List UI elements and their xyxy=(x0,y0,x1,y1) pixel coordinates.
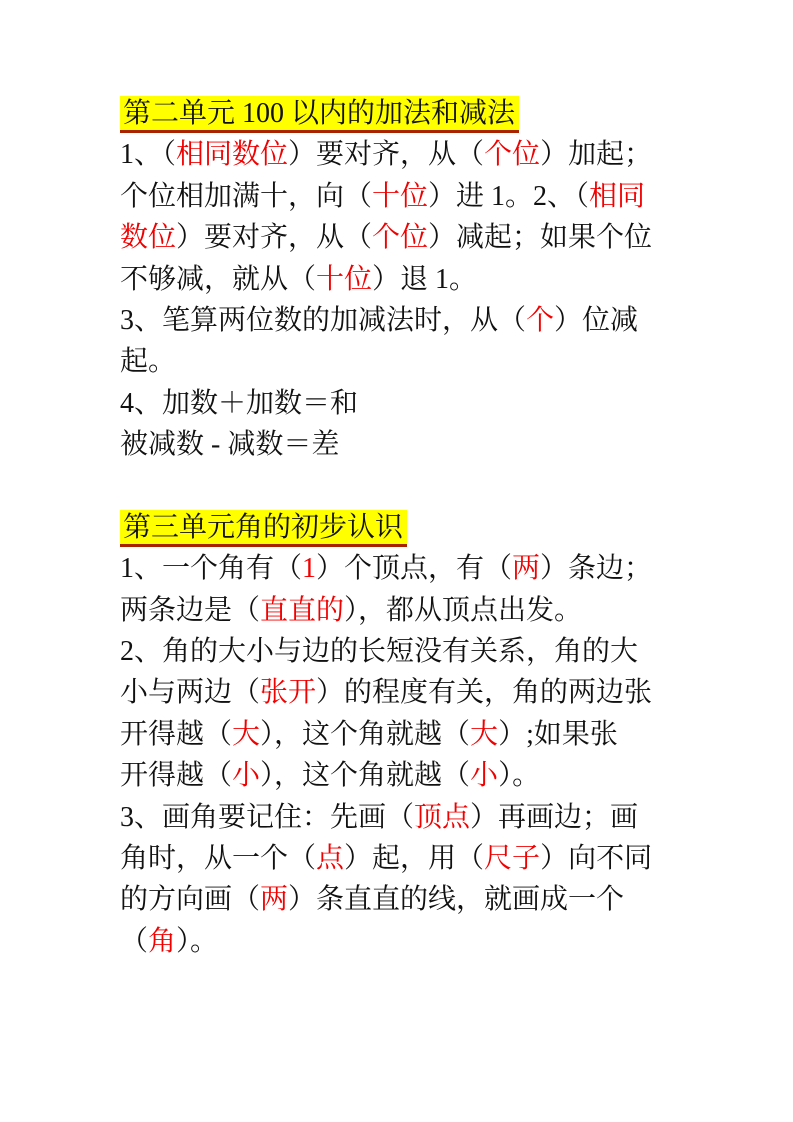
answer-text: 两 xyxy=(260,884,289,916)
answer-text: 小 xyxy=(470,760,499,792)
body-text: ）向不同 xyxy=(540,843,653,875)
section-body-unit-3 xyxy=(120,548,713,962)
text-line xyxy=(120,921,713,962)
text-line xyxy=(120,590,713,631)
body-text: ）个顶点，有（ xyxy=(316,553,513,585)
body-text: 的方向画（ xyxy=(120,884,261,916)
text-line xyxy=(120,176,713,217)
body-text: ）退 1。 xyxy=(372,263,478,295)
answer-text: 大 xyxy=(232,718,261,750)
body-text: 不够减，就从（ xyxy=(120,263,317,295)
answer-text: 角 xyxy=(148,925,177,957)
body-text: 开得越（ xyxy=(120,760,233,792)
text-line xyxy=(120,383,713,424)
section-unit-3 xyxy=(120,507,713,962)
body-text: 1、一个角有（ xyxy=(120,553,303,585)
body-text: 4、加数＋加数＝和 xyxy=(120,387,359,419)
answer-text: 1 xyxy=(302,553,317,585)
answer-text: 十位 xyxy=(372,180,429,212)
section-heading-unit-2: 第二单元 100 以内的加法和减法 xyxy=(120,96,519,133)
text-line xyxy=(120,424,713,465)
body-text: ）位减 xyxy=(554,304,639,336)
body-text: 3、笔算两位数的加减法时，从（ xyxy=(120,304,527,336)
body-text: ）减起；如果个位 xyxy=(428,222,653,254)
answer-text: 大 xyxy=(470,718,499,750)
answer-text: 个 xyxy=(526,304,555,336)
body-text: ）起，用（ xyxy=(344,843,485,875)
body-text: 1、（ xyxy=(120,139,177,171)
body-text: ）进 1。2、（ xyxy=(428,180,590,212)
answer-text: 十位 xyxy=(316,263,373,295)
answer-text: 点 xyxy=(316,843,345,875)
body-text: 开得越（ xyxy=(120,718,233,750)
body-text: ）要对齐，从（ xyxy=(176,222,373,254)
text-line xyxy=(120,755,713,796)
section-heading-line xyxy=(120,93,713,134)
body-text: 2、角的大小与边的长短没有关系，角的大 xyxy=(120,636,639,668)
text-line xyxy=(120,217,713,258)
answer-text: 两 xyxy=(512,553,541,585)
text-line xyxy=(120,672,713,713)
section-heading-unit-3: 第三单元角的初步认识 xyxy=(120,510,407,547)
body-text: 被减数 - 减数＝差 xyxy=(120,429,340,461)
body-text: ）的程度有关，角的两边张 xyxy=(316,677,653,709)
text-line xyxy=(120,300,713,341)
text-line xyxy=(120,548,713,589)
answer-text: 数位 xyxy=(120,222,177,254)
section-heading-line xyxy=(120,507,713,548)
body-text: 3、画角要记住：先画（ xyxy=(120,801,415,833)
answer-text: 小 xyxy=(232,760,261,792)
section-body-unit-2 xyxy=(120,134,713,465)
body-text: ）;如果张 xyxy=(498,718,618,750)
body-text: ），这个角就越（ xyxy=(260,718,471,750)
text-line xyxy=(120,714,713,755)
section-unit-2 xyxy=(120,93,713,466)
body-text: ）。 xyxy=(498,760,541,792)
body-text: 个位相加满十，向（ xyxy=(120,180,373,212)
body-text: 起。 xyxy=(120,346,177,378)
answer-text: 顶点 xyxy=(414,801,471,833)
body-text: 角时，从一个（ xyxy=(120,843,317,875)
answer-text: 个位 xyxy=(372,222,429,254)
text-line xyxy=(120,797,713,838)
text-line xyxy=(120,879,713,920)
answer-text: 相同数位 xyxy=(176,139,289,171)
text-line xyxy=(120,631,713,672)
answer-text: 尺子 xyxy=(484,843,541,875)
text-line xyxy=(120,838,713,879)
body-text: ）要对齐，从（ xyxy=(288,139,485,171)
text-line xyxy=(120,259,713,300)
answer-text: 相同 xyxy=(589,180,646,212)
body-text: （ xyxy=(120,925,149,957)
answer-text: 张开 xyxy=(260,677,317,709)
text-line xyxy=(120,341,713,382)
body-text: ）条边； xyxy=(540,553,653,585)
body-text: ），都从顶点出发。 xyxy=(344,594,583,626)
answer-text: 直直的 xyxy=(260,594,345,626)
body-text: 小与两边（ xyxy=(120,677,261,709)
text-line xyxy=(120,134,713,175)
body-text: 两条边是（ xyxy=(120,594,261,626)
body-text: ）加起； xyxy=(540,139,653,171)
body-text: ）再画边；画 xyxy=(470,801,639,833)
body-text: ），这个角就越（ xyxy=(260,760,471,792)
body-text: ）条直直的线，就画成一个 xyxy=(288,884,625,916)
answer-text: 个位 xyxy=(484,139,541,171)
body-text: ）。 xyxy=(176,925,219,957)
